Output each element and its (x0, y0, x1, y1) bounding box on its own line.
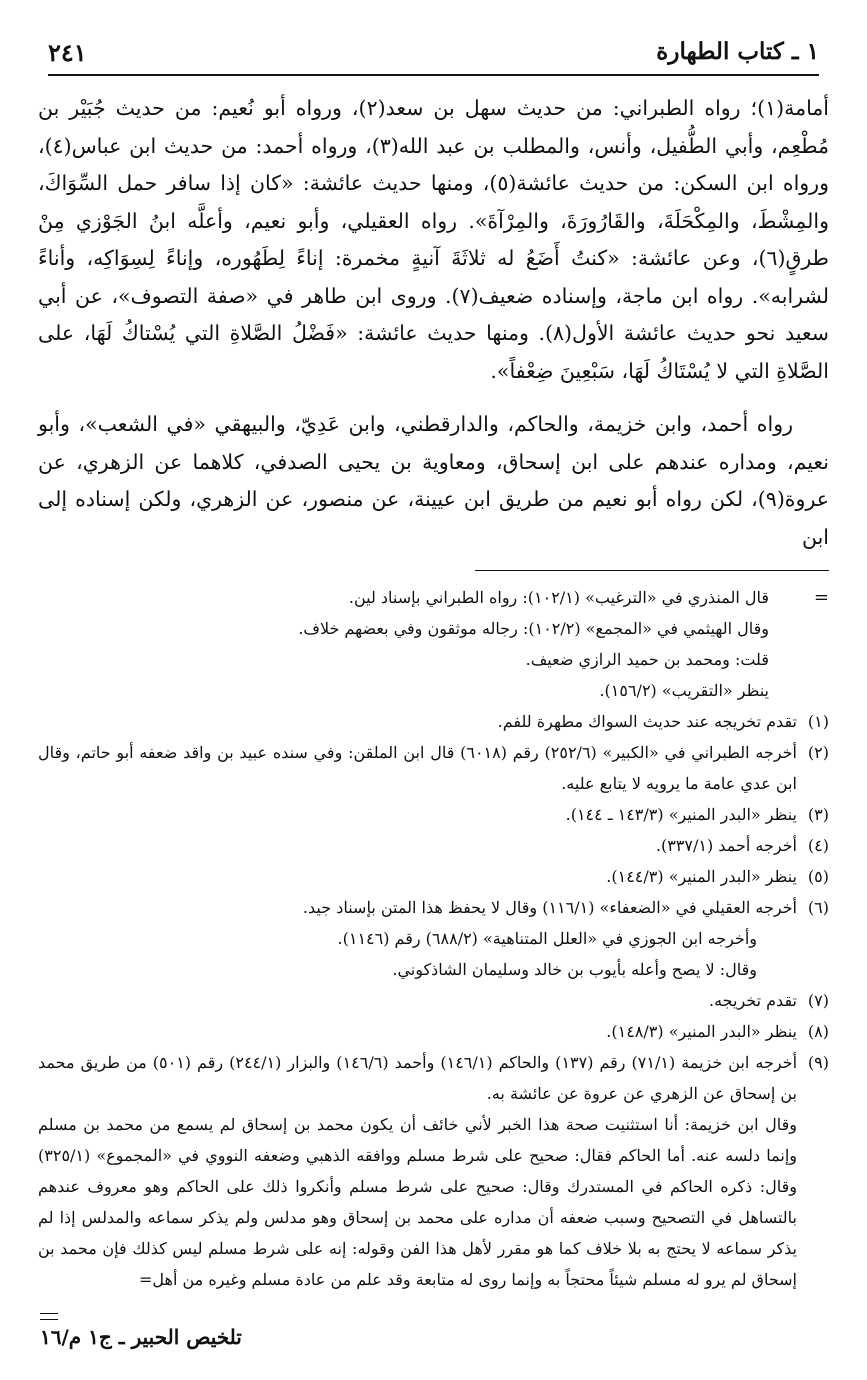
footnote-line: وقال الهيثمي في «المجمع» (١٠٢/٢): رجاله موثقون وفي بعضهم خلاف. (298, 619, 769, 638)
continuation-mark: = (813, 587, 829, 608)
page-header (48, 38, 819, 72)
footnote-number: (١) (807, 712, 829, 731)
footnote-number: (٦) (807, 898, 829, 917)
footnote-line: تقدم تخريجه. (709, 991, 797, 1010)
footnote-line: ينظر «البدر المنير» (١٤٣/٣ ـ ١٤٤). (565, 805, 797, 824)
footnote-number: (٥) (807, 867, 829, 886)
footnote-9 (38, 1047, 829, 1295)
paragraph-2: رواه أحمد، وابن خزيمة، والحاكم، والدارقطني، وابن عَدِيّ، والبيهقي «في الشعب»، وأبو نعيم، ومداره عندهم على ابن إسحاق، ومعاوية بن يحيى الصدفي، كلاهما عن الزهري، عن عروة(٩)، لكن رواه أبو نعيم من طريق ابن عيينة، عن منصور، عن الزهري، ولكن إسناده إلى ابن (38, 412, 829, 549)
footnote-number: (٤) (807, 836, 829, 855)
page-signature: تلخيص الحبير ـ ج١ م/١٦ (40, 1325, 242, 1349)
paragraph-1: أمامة(١)؛ رواه الطبراني: من حديث سهل بن سعد(٢)، ورواه أبو نُعيم: من حديث جُبَيْر بن مُطْعِم، وأبي الطُّفيل، وأنس، والمطلب بن عبد الله(٣)، ورواه أحمد: من حديث ابن عباس(٤)، ورواه ابن السكن: من حديث عائشة(٥)، ومنها حديث عائشة: «كان إذا سافر حمل السِّوَاكَ، والمِشْطَ، والمِكْحَلَةَ، والقَارُورَةَ، والمِرْآةَ». رواه العقيلي، وأبو نعيم، وأعلَّه ابنُ الجَوْزي مِنْ طرقٍ(٦)، وعن عائشة: «كنتُ أَضَعُ له ثلاثَةَ آنيةٍ مخمرة: إناءً لِطَهُوره، وإناءً لِسِوَاكِه، وأناءً لشرابه». رواه ابن ماجة، وإسناده ضعيف(٧). وروى ابن طاهر في «صفة التصوف»، عن أبي سعيد نحو حديث عائشة الأول(٨). ومنها حديث عائشة: «فَضْلُ الصَّلاةِ التي يُسْتاكُ لَهَا، على الصَّلاةِ التي لا يُسْتَاكُ لَهَا، سَبْعِينَ ضِعْفاً». (38, 96, 830, 383)
footnote-line: ينظر «التقريب» (١٥٦/٢). (599, 681, 769, 700)
footnote-line: ينظر «البدر المنير» (١٤٨/٣). (606, 1022, 797, 1041)
footnote-2 (38, 737, 829, 799)
footnote-line: وقال ابن خزيمة: أنا استثنيت صحة هذا الخبر لأني خائف أن يكون محمد بن إسحاق لم يسمع من محمد بن مسلم وإنما دلسه عنه. أما الحاكم فقال: صحيح على شرط مسلم ووافقه الذهبي وضعفه النووي في «المجموع» (٣٢٥/١) وقال: ذكره الحاكم في المستدرك وقال: صحيح على شرط مسلم وأنكروا ذلك على الحاكم وهو معروف عندهم بالتساهل في التصحيح وسبب ضعفه أن مداره على محمد بن إسحاق وهو مدلس ولم يذكر سماعه والمدلس إذا لم يذكر سماعه لا يحتج به بلا خلاف كما هو مقرر لأهل هذا الفن وقوله: إنه على شرط مسلم ليس كذلك فإن محمد بن إسحاق لم يرو له مسلم شيئاً محتجاً به وإنما روى له متابعة وقد علم من عادة مسلم وغيره من أهل= (38, 1115, 797, 1289)
main-text (38, 90, 829, 556)
footnote-number: (٣) (807, 805, 829, 824)
footnotes (38, 582, 829, 1295)
footnote-1 (38, 706, 829, 737)
footnote-continuation (38, 582, 829, 706)
footnote-line: أخرجه الطبراني في «الكبير» (٢٥٢/٦) رقم (٦٠١٨) قال ابن الملقن: وفي سنده عبيد بن واقد ضعفه أبو حاتم، وقال ابن عدي عامة ما يرويه لا يتابع عليه. (38, 743, 797, 793)
footnote-line: تقدم تخريجه عند حديث السواك مطهرة للفم. (497, 712, 797, 731)
footnote-number: (٨) (807, 1022, 829, 1041)
page-number: ٢٤١ (48, 38, 87, 67)
footnote-line: قلت: ومحمد بن حميد الرازي ضعيف. (525, 650, 769, 669)
footnote-separator (475, 570, 829, 571)
footnote-line: وقال: لا يصح وأعله بأيوب بن خالد وسليمان الشاذكوني. (392, 960, 757, 979)
footnote-line: ينظر «البدر المنير» (١٤٤/٣). (606, 867, 797, 886)
footnote-number: (٧) (807, 991, 829, 1010)
chapter-title: ١ ـ كتاب الطهارة (656, 38, 819, 65)
footnote-5 (38, 861, 829, 892)
header-rule (48, 74, 819, 76)
footnote-7 (38, 985, 829, 1016)
footnote-number: (٢) (807, 743, 829, 762)
footnote-line: وأخرجه ابن الجوزي في «العلل المتناهية» (٦٨٨/٢) رقم (١١٤٦). (337, 929, 757, 948)
footnote-3 (38, 799, 829, 830)
footer-rule (40, 1313, 58, 1314)
footnote-4 (38, 830, 829, 861)
footer-rule (40, 1319, 58, 1320)
footnote-line: أخرجه أحمد (٣٣٧/١). (655, 836, 797, 855)
footnote-line: أخرجه ابن خزيمة (٧١/١) رقم (١٣٧) والحاكم (١٤٦/١) وأحمد (١٤٦/٦) والبزار (٢٤٤/١) رقم (٥٠١) من طريق محمد بن إسحاق عن الزهري عن عروة عن عائشة به. (38, 1053, 798, 1103)
footnote-number: (٩) (807, 1053, 829, 1072)
footnote-8 (38, 1016, 829, 1047)
footnote-6 (38, 892, 829, 985)
footnote-line: أخرجه العقيلي في «الضعفاء» (١١٦/١) وقال لا يحفظ هذا المتن بإسناد جيد. (302, 898, 797, 917)
footnote-line: قال المنذري في «الترغيب» (١٠٢/١): رواه الطبراني بإسناد لين. (348, 588, 769, 607)
